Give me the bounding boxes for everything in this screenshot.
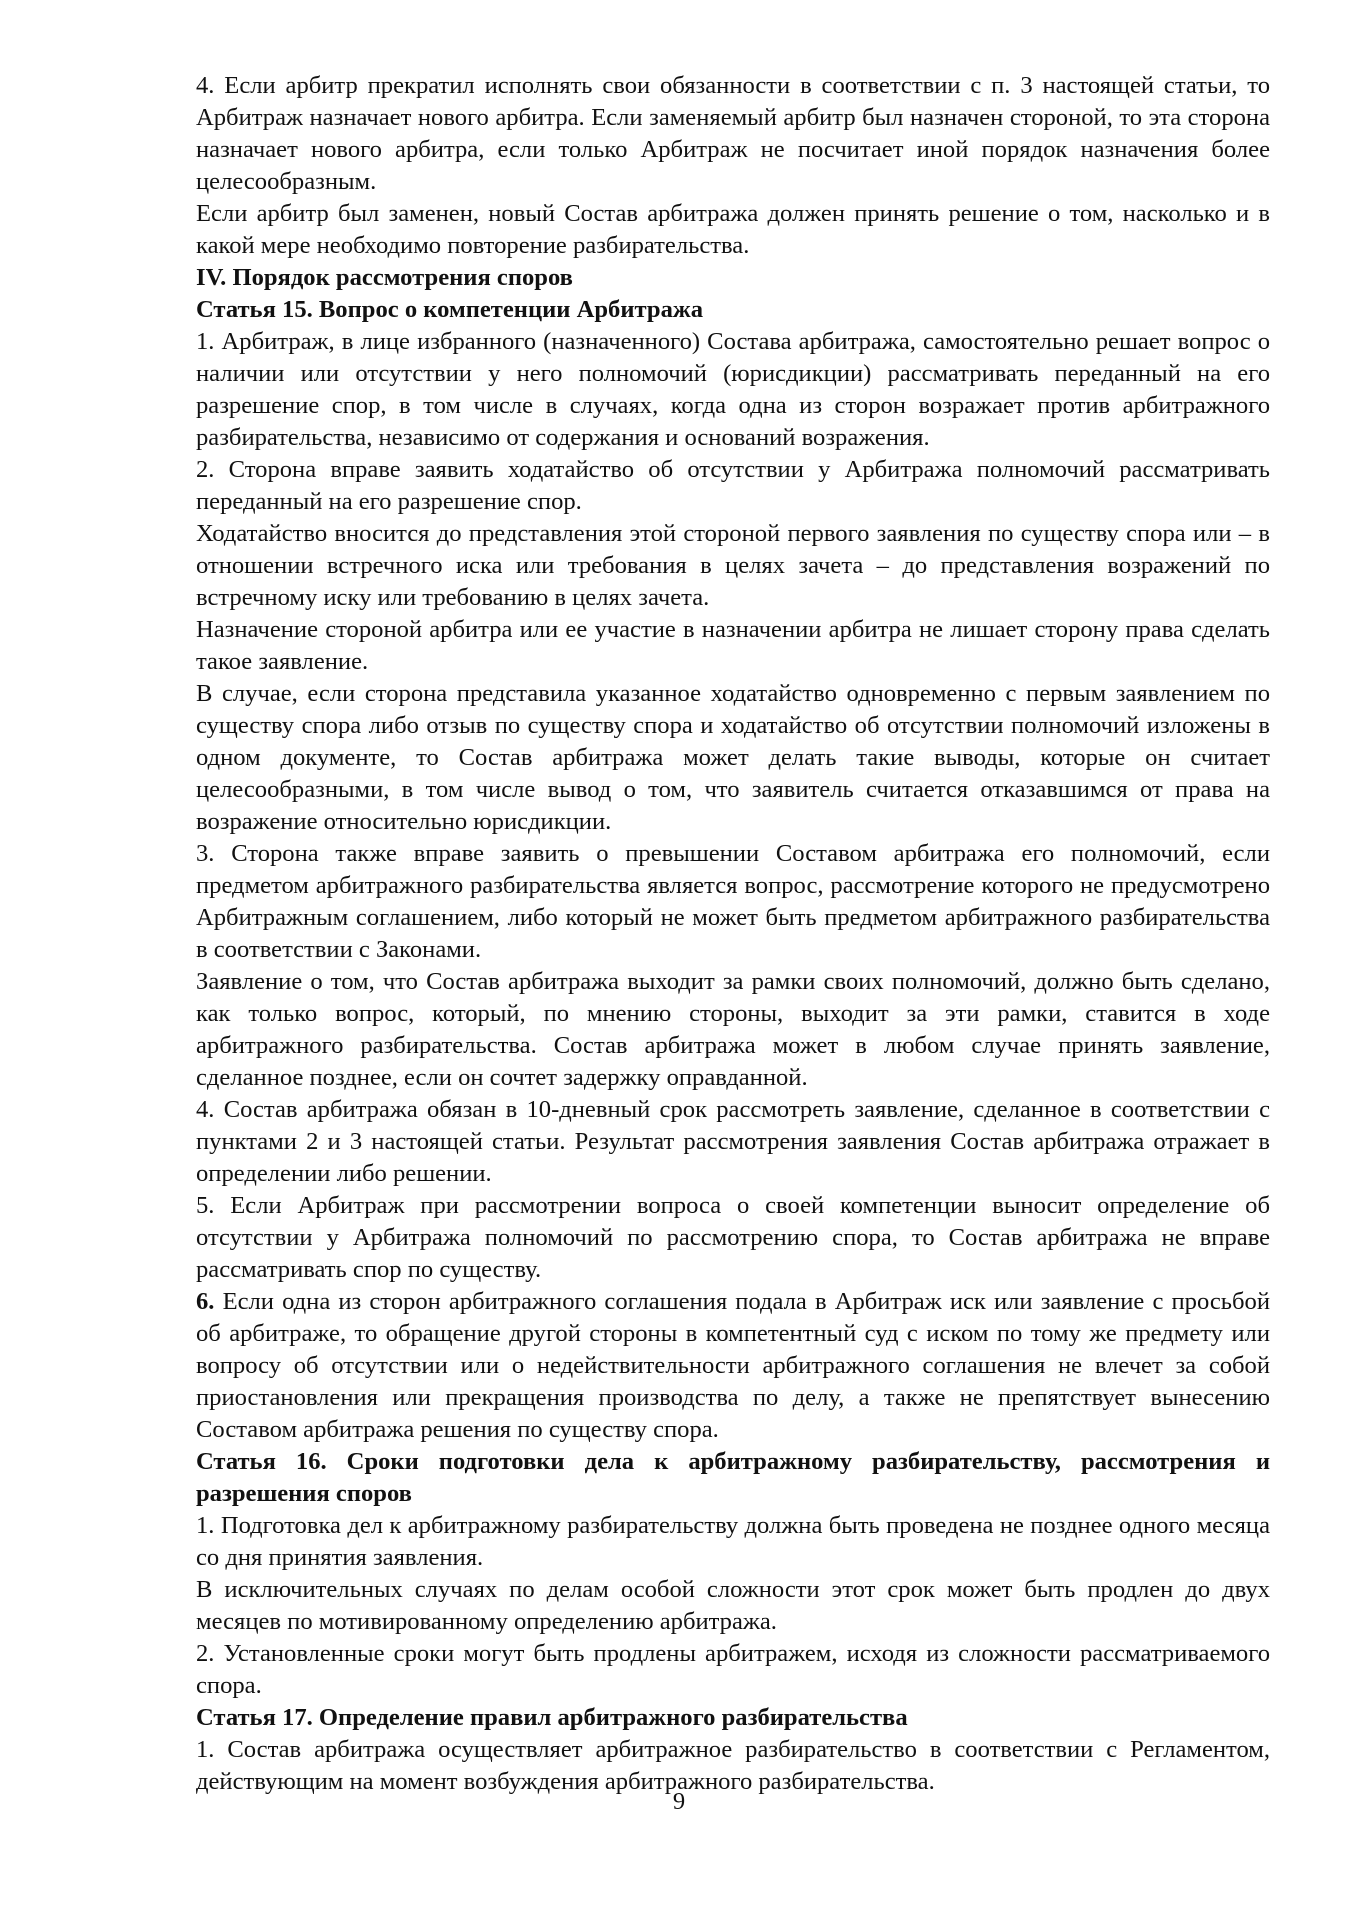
paragraph-16-1: 1. Подготовка дел к арбитражному разбирательству должна быть проведена не позднее одного месяца со дня принятия заявления. (196, 1512, 1270, 1571)
paragraph-15-3: 3. Сторона также вправе заявить о превышении Составом арбитража его полномочий, если предметом арбитражного разбирательства является вопрос, рассмотрение которого не предусмотрено Арбитражным соглашением, либо который не может быть предметом арбитражного разбирательства в соответствии с Законами. (196, 840, 1270, 963)
paragraph-14-4: 4. Если арбитр прекратил исполнять свои обязанности в соответствии с п. 3 настоящей статьи, то Арбитраж назначает нового арбитра. Если заменяемый арбитр был назначен стороной, то эта сторона назначает нового арбитра, если только Арбитраж не посчитает иной порядок назначения более целесообразным. (196, 72, 1270, 195)
paragraph-15-1: 1. Арбитраж, в лице избранного (назначенного) Состава арбитража, самостоятельно решает вопрос о наличии или отсутствии у него полномочий (юрисдикции) рассматривать переданный на его разрешение спор, в том числе в случаях, когда одна из сторон возражает против арбитражного разбирательства, независимо от содержания и оснований возражения. (196, 328, 1270, 451)
paragraph-15-6 (196, 1286, 1270, 1446)
paragraph-15-5: 5. Если Арбитраж при рассмотрении вопроса о своей компетенции выносит определение об отсутствии у Арбитража полномочий по рассмотрению спора, то Состав арбитража не вправе рассматривать спор по существу. (196, 1192, 1270, 1283)
paragraph-15-6-number: 6. (196, 1288, 215, 1315)
document-body (196, 70, 1270, 1798)
paragraph-15-2-petition: Ходатайство вносится до представления этой стороной первого заявления по существу спора или – в отношении встречного иска или требования в целях зачета – до представления возражений по встречному иску или требованию в целях зачета. (196, 520, 1270, 611)
article-15-heading: Статья 15. Вопрос о компетенции Арбитража (196, 296, 703, 323)
paragraph-15-6-text: Если одна из сторон арбитражного соглашения подала в Арбитраж иск или заявление с просьбой об арбитраже, то обращение другой стороны в компетентный суд с иском по тому же предмету или вопросу об отсутствии или о недействительности арбитражного соглашения не влечет за собой приостановления или прекращения производства по делу, а также не препятствует вынесению Составом арбитража решения по существу спора. (196, 1288, 1270, 1443)
paragraph-15-3-statement: Заявление о том, что Состав арбитража выходит за рамки своих полномочий, должно быть сделано, как только вопрос, который, по мнению стороны, выходит за эти рамки, ставится в ходе арбитражного разбирательства. Состав арбитража может в любом случае принять заявление, сделанное позднее, если он сочтет задержку оправданной. (196, 968, 1270, 1091)
paragraph-15-2-case: В случае, если сторона представила указанное ходатайство одновременно с первым заявлением по существу спора либо отзыв по существу спора и ходатайство об отсутствии полномочий изложены в одном документе, то Состав арбитража может делать такие выводы, которые он считает целесообразными, в том числе вывод о том, что заявитель считается отказавшимся от права на возражение относительно юрисдикции. (196, 680, 1270, 835)
paragraph-14-4-continued: Если арбитр был заменен, новый Состав арбитража должен принять решение о том, насколько и в какой мере необходимо повторение разбирательства. (196, 200, 1270, 259)
paragraph-15-4: 4. Состав арбитража обязан в 10-дневный срок рассмотреть заявление, сделанное в соответствии с пунктами 2 и 3 настоящей статьи. Результат рассмотрения заявления Состав арбитража отражает в определении либо решении. (196, 1096, 1270, 1187)
paragraph-15-2-appointment: Назначение стороной арбитра или ее участие в назначении арбитра не лишает сторону права сделать такое заявление. (196, 616, 1270, 675)
page-number: 9 (672, 1788, 686, 1815)
section-heading-iv: IV. Порядок рассмотрения споров (196, 264, 573, 291)
paragraph-16-1-exception: В исключительных случаях по делам особой сложности этот срок может быть продлен до двух месяцев по мотивированному определению арбитража. (196, 1576, 1270, 1635)
paragraph-17-1: 1. Состав арбитража осуществляет арбитражное разбирательство в соответствии с Регламентом, действующим на момент возбуждения арбитражного разбирательства. (196, 1736, 1270, 1795)
article-17-heading: Статья 17. Определение правил арбитражного разбирательства (196, 1704, 908, 1731)
paragraph-15-2: 2. Сторона вправе заявить ходатайство об отсутствии у Арбитража полномочий рассматривать переданный на его разрешение спор. (196, 456, 1270, 515)
paragraph-16-2: 2. Установленные сроки могут быть продлены арбитражем, исходя из сложности рассматриваемого спора. (196, 1640, 1270, 1699)
article-16-heading: Статья 16. Сроки подготовки дела к арбитражному разбирательству, рассмотрения и разрешения споров (196, 1448, 1270, 1507)
